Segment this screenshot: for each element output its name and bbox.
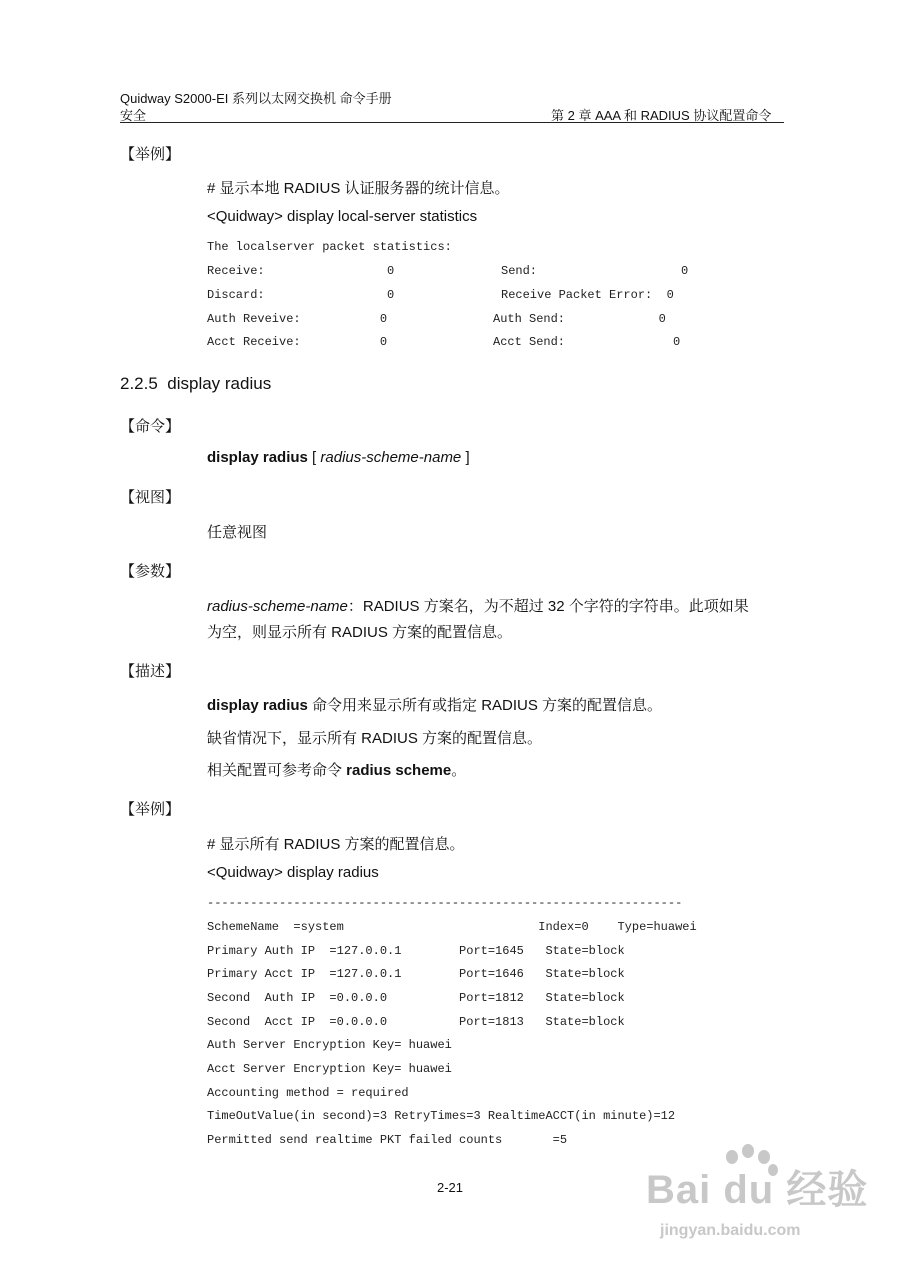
param-line-2: 为空，则显示所有 RADIUS 方案的配置信息。 <box>207 624 513 641</box>
example2-output-line: Second Acct IP =0.0.0.0 Port=1813 State=block <box>207 1015 625 1029</box>
desc-related-text: 相关配置可参考命令 <box>207 762 347 779</box>
example1-comment: # 显示本地 RADIUS 认证服务器的统计信息。 <box>207 180 510 197</box>
param-desc: ：RADIUS 方案名，为不超过 32 个字符的字符串。此项如果 <box>347 598 749 615</box>
desc-heading: 【描述】 <box>120 663 181 680</box>
desc-command: display radius <box>207 697 308 714</box>
example2-output-line: Permitted send realtime PKT failed counts =5 <box>207 1133 568 1147</box>
example1-output-line: Acct Send: 0 <box>493 335 681 349</box>
param-name: radius-scheme-name <box>207 598 348 615</box>
example2-comment: # 显示所有 RADIUS 方案的配置信息。 <box>207 836 465 853</box>
example2-output-line: Primary Auth IP =127.0.0.1 Port=1645 State=block <box>207 944 625 958</box>
example1-output-line: Auth Send: 0 <box>493 312 666 326</box>
example1-output-line: Receive Packet Error: 0 <box>501 288 674 302</box>
bracket-open: [ <box>307 449 321 466</box>
example2-output-line: SchemeName =system Index=0 Type=huawei <box>207 920 697 934</box>
example2-output-line: Acct Server Encryption Key= huawei <box>207 1062 452 1076</box>
example1-output-line: Acct Receive: 0 <box>207 335 388 349</box>
desc-text: 命令用来显示所有或指定 RADIUS 方案的配置信息。 <box>307 697 663 714</box>
example2-output-line: ------------------------------------------------------------------ <box>207 896 683 910</box>
command-syntax <box>207 449 470 466</box>
example1-output-line: Send: 0 <box>501 264 689 278</box>
example2-command: <Quidway> display radius <box>207 864 379 881</box>
example1-command: <Quidway> display local-server statistics <box>207 208 478 225</box>
desc-line-2: 缺省情况下，显示所有 RADIUS 方案的配置信息。 <box>207 730 543 747</box>
desc-period: 。 <box>451 762 467 779</box>
example2-output-line: TimeOutValue(in second)=3 RetryTimes=3 RealtimeACCT(in minute)=12 <box>207 1109 676 1123</box>
example2-output-line: Accounting method = required <box>207 1086 409 1100</box>
header-title: Quidway S2000-EI 系列以太网交换机 命令手册 <box>120 91 392 106</box>
example1-output-line: The localserver packet statistics: <box>207 240 452 254</box>
example2-heading: 【举例】 <box>120 801 181 818</box>
desc-related-command: radius scheme <box>346 762 452 779</box>
bracket-close: ] <box>461 449 470 466</box>
command-param: radius-scheme-name <box>320 449 462 466</box>
watermark-url: jingyan.baidu.com <box>660 1222 801 1239</box>
example1-output-line: Discard: 0 <box>207 288 395 302</box>
param-heading: 【参数】 <box>120 563 181 580</box>
header-rule <box>120 122 784 123</box>
header-chapter: 第 2 章 AAA 和 RADIUS 协议配置命令 <box>551 108 772 123</box>
desc-line-1 <box>207 694 662 715</box>
example2-output-line: Primary Acct IP =127.0.0.1 Port=1646 State=block <box>207 967 625 981</box>
view-text: 任意视图 <box>207 524 268 541</box>
example1-output-line: Auth Reveive: 0 <box>207 312 388 326</box>
param-line-1 <box>207 595 749 616</box>
header-subtitle: 安全 <box>120 108 147 123</box>
watermark-brand: Bai du 经验 <box>646 1168 869 1212</box>
example1-heading: 【举例】 <box>120 146 181 163</box>
command-name: display radius <box>207 449 308 466</box>
page-number: 2-21 <box>437 1180 464 1195</box>
command-heading: 【命令】 <box>120 418 181 435</box>
example2-output-line: Auth Server Encryption Key= huawei <box>207 1038 452 1052</box>
desc-line-3 <box>207 759 466 780</box>
view-heading: 【视图】 <box>120 489 181 506</box>
example2-output-line: Second Auth IP =0.0.0.0 Port=1812 State=block <box>207 991 625 1005</box>
section-title: 2.2.5 display radius <box>120 374 272 393</box>
example1-output-line: Receive: 0 <box>207 264 395 278</box>
